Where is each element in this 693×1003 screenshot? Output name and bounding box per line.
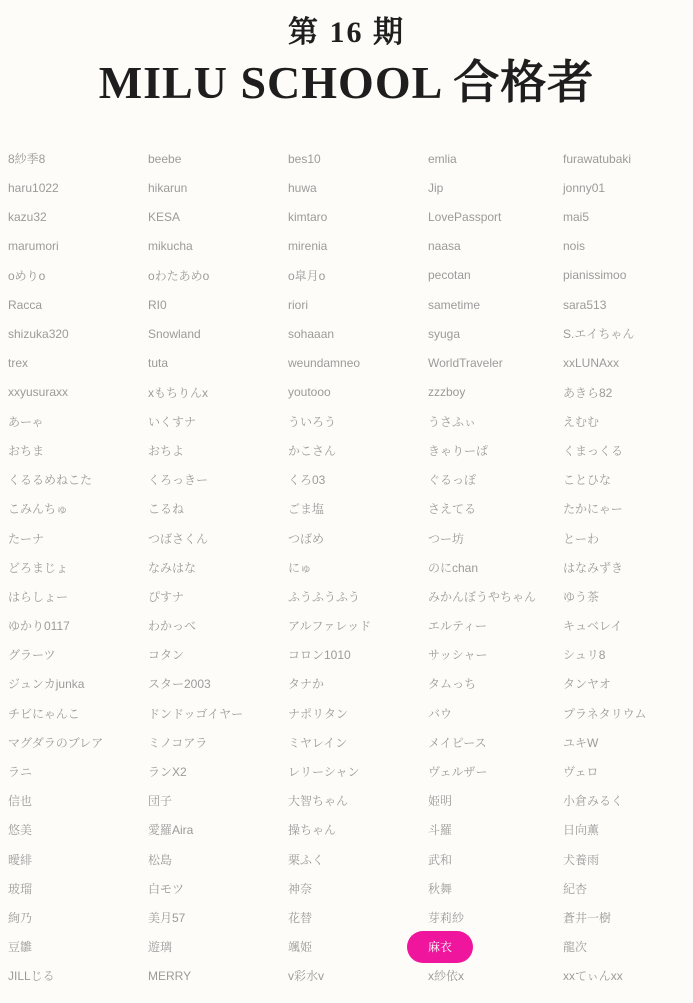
name-cell [8, 150, 148, 167]
name-cell [428, 181, 563, 195]
name-label: xxyusuraxx [8, 385, 69, 400]
name-cell [563, 471, 693, 488]
name-label: 団子 [148, 794, 173, 809]
name-cell [148, 500, 288, 517]
name-cell [288, 152, 428, 166]
name-cell [563, 588, 693, 605]
name-cell [288, 356, 428, 370]
name-cell [428, 734, 563, 751]
name-cell [8, 588, 148, 605]
name-label: tuta [148, 355, 169, 370]
name-cell [428, 385, 563, 399]
name-cell [148, 356, 288, 370]
name-cell [148, 210, 288, 224]
name-cell [563, 384, 693, 401]
name-cell [428, 851, 563, 868]
name-cell [288, 821, 428, 838]
name-cell [428, 675, 563, 692]
name-label: o皐月o [288, 268, 326, 283]
name-label: みかんぼうやちゃん [428, 589, 537, 604]
name-cell [8, 385, 148, 399]
name-cell [428, 413, 563, 430]
name-cell [148, 559, 288, 576]
name-cell [288, 880, 428, 897]
name-cell [428, 298, 563, 312]
name-label: シュリ8 [563, 648, 606, 663]
name-label: ミノコアラ [148, 735, 208, 750]
name-cell [8, 530, 148, 547]
name-cell [148, 705, 288, 722]
name-cell [148, 675, 288, 692]
name-label: タムっち [428, 677, 477, 692]
name-cell [8, 646, 148, 663]
name-cell [8, 239, 148, 253]
name-label: kimtaro [288, 209, 328, 224]
name-cell [288, 851, 428, 868]
name-label: beebe [148, 151, 182, 166]
name-cell [148, 442, 288, 459]
name-label: sara513 [563, 297, 607, 312]
name-cell [148, 880, 288, 897]
name-label: エルティー [428, 619, 488, 634]
name-cell [428, 500, 563, 517]
name-label: 颯姫 [288, 940, 313, 955]
name-label: かこさん [288, 443, 337, 458]
name-label: さえてる [428, 502, 477, 517]
name-cell [563, 298, 693, 312]
name-label: プラネタリウム [563, 706, 647, 721]
name-cell [563, 880, 693, 897]
name-cell [288, 210, 428, 224]
name-cell [8, 851, 148, 868]
name-label: 蒼井一樹 [563, 910, 612, 925]
name-label: riori [288, 297, 308, 312]
name-cell [563, 356, 693, 370]
name-label: ういろう [288, 414, 337, 429]
name-cell [288, 559, 428, 576]
name-cell [563, 559, 693, 576]
name-label: おちま [8, 443, 45, 458]
name-label: 日向薫 [563, 823, 600, 838]
name-label: ユキW [563, 735, 599, 750]
name-label: 栗ふく [288, 852, 325, 867]
name-label: くろっきー [148, 473, 209, 488]
name-cell [8, 734, 148, 751]
name-cell [428, 268, 563, 282]
name-label: emlia [428, 151, 457, 166]
name-cell [288, 500, 428, 517]
name-label: つばめ [288, 531, 325, 546]
name-cell [563, 268, 693, 282]
name-label: RI0 [148, 297, 167, 312]
name-label: うさふぃ [428, 414, 477, 429]
name-cell [563, 792, 693, 809]
name-cell [8, 675, 148, 692]
name-label: つばさくん [148, 531, 209, 546]
name-cell [8, 413, 148, 430]
name-cell [563, 152, 693, 166]
name-label: 絢乃 [8, 910, 33, 925]
name-label: haru1022 [8, 180, 59, 195]
name-cell [428, 442, 563, 459]
name-cell [148, 530, 288, 547]
name-cell [148, 152, 288, 166]
name-cell [148, 617, 288, 634]
name-label: こみんちゅ [8, 502, 69, 517]
name-label: weundamneo [288, 355, 361, 370]
name-cell [148, 413, 288, 430]
name-label: 操ちゃん [288, 823, 337, 838]
name-label: コロン1010 [288, 648, 351, 663]
name-cell [428, 792, 563, 809]
name-cell [288, 588, 428, 605]
name-label: なみはな [148, 560, 197, 575]
name-label: hikarun [148, 180, 188, 195]
name-label: ぐるっぽ [428, 473, 477, 488]
name-cell [8, 267, 148, 284]
name-label: 小倉みるく [563, 794, 624, 809]
name-label: 花替 [288, 910, 313, 925]
name-cell [148, 646, 288, 663]
name-label: くるるめねこた [8, 473, 93, 488]
name-label: きゃりーぱ [428, 443, 489, 458]
name-cell [563, 325, 693, 342]
name-label: キュベレイ [563, 619, 623, 634]
name-label: グラーツ [8, 648, 56, 663]
name-label: くろ03 [288, 473, 326, 488]
name-cell [148, 181, 288, 195]
name-cell [428, 646, 563, 663]
name-cell [563, 442, 693, 459]
name-label: 松島 [148, 852, 173, 867]
name-cell [288, 442, 428, 459]
name-cell [288, 385, 428, 399]
name-label: Racca [8, 297, 43, 312]
name-label: たかにゃー [563, 502, 623, 517]
name-cell [288, 327, 428, 341]
name-cell [148, 239, 288, 253]
name-cell [148, 851, 288, 868]
name-cell [428, 356, 563, 370]
name-cell [563, 500, 693, 517]
name-label: 姫明 [428, 794, 453, 809]
name-label: zzzboy [428, 385, 466, 400]
name-label: 曖緋 [8, 852, 33, 867]
name-label: とーわ [563, 531, 600, 546]
name-label: S.エイちゃん [563, 327, 635, 342]
name-cell [428, 588, 563, 605]
term-heading: 第 16 期 [288, 16, 405, 49]
name-cell [148, 267, 288, 284]
name-label: 龍次 [563, 940, 588, 955]
name-label: huwa [288, 180, 317, 195]
name-cell [288, 675, 428, 692]
name-cell [148, 938, 288, 955]
name-cell [428, 327, 563, 341]
name-cell [428, 239, 563, 253]
name-cell [148, 909, 288, 926]
name-cell [428, 152, 563, 166]
name-label: kazu32 [8, 209, 47, 224]
name-label: trex [8, 355, 29, 370]
name-label: つー坊 [428, 531, 465, 546]
name-cell [8, 356, 148, 370]
name-cell [148, 792, 288, 809]
name-label: sohaaan [288, 326, 335, 341]
name-label: JILLじる [8, 969, 55, 984]
name-label: はなみずき [563, 560, 624, 575]
name-cell [8, 617, 148, 634]
name-label: furawatubaki [563, 151, 632, 166]
name-label: WorldTraveler [428, 355, 503, 370]
name-label: タンヤオ [563, 677, 612, 692]
page-title: MILU SCHOOL 合格者 [98, 57, 595, 108]
name-cell [563, 705, 693, 722]
name-label: mai5 [563, 209, 590, 224]
name-label: ふうふうふう [288, 589, 361, 604]
name-cell [288, 530, 428, 547]
name-label: KESA [148, 209, 181, 224]
name-cell [8, 909, 148, 926]
name-label: 神奈 [288, 881, 313, 896]
name-label: 武和 [428, 852, 453, 867]
name-label: のにchan [428, 560, 479, 575]
name-cell [148, 588, 288, 605]
name-label: xxLUNAxx [563, 355, 620, 370]
name-cell [428, 617, 563, 634]
name-label: くまっくる [563, 443, 624, 458]
name-cell [288, 909, 428, 926]
name-cell [428, 763, 563, 780]
name-label: sametime [428, 297, 481, 312]
name-label: 斗羅 [428, 823, 453, 838]
name-cell [563, 530, 693, 547]
name-cell [428, 471, 563, 488]
name-label: マグダラのブレア [8, 735, 104, 750]
name-cell [8, 471, 148, 488]
name-label: わかっべ [148, 619, 197, 634]
name-label: 紀杏 [563, 881, 588, 896]
name-cell [148, 471, 288, 488]
name-cell [8, 210, 148, 224]
name-cell [148, 969, 288, 983]
name-label: marumori [8, 239, 59, 254]
name-cell [8, 705, 148, 722]
name-cell [428, 559, 563, 576]
name-label: naasa [428, 239, 461, 254]
name-label: 悠美 [8, 823, 33, 838]
name-label: ヴェロ [563, 765, 599, 780]
name-label: 玻瑠 [8, 881, 33, 896]
name-label: pecotan [428, 268, 471, 283]
name-cell [148, 327, 288, 341]
name-label: 芽莉紗 [428, 910, 465, 925]
name-label: コタン [148, 648, 185, 663]
name-cell [563, 909, 693, 926]
name-label: ジュンカjunka [8, 677, 85, 692]
name-cell [148, 734, 288, 751]
name-label: ミヤレイン [288, 735, 348, 750]
name-label: shizuka320 [8, 326, 69, 341]
name-label: 愛羅Aira [148, 823, 194, 838]
name-cell [288, 617, 428, 634]
name-label: 犬養雨 [563, 852, 600, 867]
name-label: はらしょー [8, 589, 69, 604]
name-label: mirenia [288, 239, 328, 254]
name-cell [288, 471, 428, 488]
name-label: 遊璃 [148, 940, 173, 955]
name-label: syuga [428, 326, 461, 341]
name-label: スター2003 [148, 677, 211, 692]
name-label: youtooo [288, 385, 331, 400]
name-label: xxてぃんxx [563, 969, 623, 984]
name-label: nois [563, 239, 586, 254]
name-cell [428, 880, 563, 897]
name-label: メイピース [428, 735, 487, 750]
name-cell [288, 967, 428, 984]
name-cell [8, 500, 148, 517]
name-cell [288, 413, 428, 430]
name-label: アルファレッド [288, 619, 372, 634]
name-cell [563, 967, 693, 984]
name-cell [8, 967, 148, 984]
name-label: v彩水v [288, 969, 325, 984]
name-label: ヴェルザー [428, 765, 488, 780]
name-label: 信也 [8, 794, 33, 809]
name-label: ごま塩 [288, 502, 325, 517]
name-cell [428, 931, 563, 963]
name-cell [428, 909, 563, 926]
name-label: バウ [428, 706, 453, 721]
name-label: ゆう茶 [563, 589, 600, 604]
name-label: ラニ [8, 765, 33, 780]
name-label: bes10 [288, 151, 321, 166]
name-label: ぴすナ [148, 589, 185, 604]
name-cell [288, 734, 428, 751]
name-cell [563, 617, 693, 634]
name-cell [563, 675, 693, 692]
name-label: oめりo [8, 268, 46, 283]
name-cell [288, 646, 428, 663]
name-cell [288, 267, 428, 284]
name-label: xもちりんx [148, 385, 209, 400]
name-label: Jip [428, 180, 444, 195]
name-cell [8, 181, 148, 195]
name-label: いくすナ [148, 414, 197, 429]
name-cell [288, 792, 428, 809]
name-cell [288, 239, 428, 253]
name-label: チビにゃんこ [8, 706, 80, 721]
name-label: あーゃ [8, 414, 44, 429]
name-label: レリーシャン [288, 765, 360, 780]
name-cell [563, 181, 693, 195]
name-cell [8, 938, 148, 955]
name-cell [563, 646, 693, 663]
name-cell [563, 734, 693, 751]
name-cell [148, 298, 288, 312]
name-cell [288, 763, 428, 780]
name-label: どろまじょ [8, 560, 69, 575]
name-cell [563, 851, 693, 868]
name-cell [288, 181, 428, 195]
name-label: にゅ [288, 560, 312, 575]
name-label: MERRY [148, 968, 192, 983]
name-label: ゆかり0117 [8, 619, 70, 634]
name-label: タナか [288, 677, 325, 692]
name-label: たーナ [8, 531, 45, 546]
name-label: ことひな [563, 473, 612, 488]
name-cell [563, 821, 693, 838]
name-label: LovePassport [428, 209, 502, 224]
name-label: x紗依x [428, 969, 465, 984]
name-cell [563, 413, 693, 430]
name-label: ナポリタン [288, 706, 349, 721]
name-label: Snowland [148, 326, 201, 341]
name-label: mikucha [148, 239, 193, 254]
name-cell [288, 298, 428, 312]
name-cell [428, 821, 563, 838]
name-cell [8, 442, 148, 459]
name-cell [148, 763, 288, 780]
name-label: pianissimoo [563, 268, 627, 283]
name-label: 大智ちゃん [288, 794, 349, 809]
name-cell [563, 763, 693, 780]
name-cell [563, 938, 693, 955]
name-grid [0, 144, 693, 990]
name-label: 秋舞 [428, 881, 453, 896]
name-label: 豆雛 [8, 940, 33, 955]
name-cell [8, 763, 148, 780]
name-cell [428, 210, 563, 224]
name-label: おちよ [148, 443, 185, 458]
name-cell [563, 210, 693, 224]
name-label: 美月57 [148, 910, 186, 925]
name-label: あきら82 [563, 385, 613, 400]
name-cell [8, 821, 148, 838]
name-cell [8, 880, 148, 897]
name-label: 白モツ [148, 881, 185, 896]
name-cell [428, 705, 563, 722]
name-cell [428, 530, 563, 547]
name-label: jonny01 [563, 180, 606, 195]
name-cell [148, 384, 288, 401]
name-label: こるね [148, 502, 185, 517]
name-label: 8紗季8 [8, 152, 46, 167]
name-cell [8, 327, 148, 341]
name-cell [148, 821, 288, 838]
name-cell [563, 239, 693, 253]
name-cell [8, 792, 148, 809]
name-label: oわたあめo [148, 268, 210, 283]
name-label: ランX2 [148, 765, 187, 780]
name-cell [8, 298, 148, 312]
name-label: サッシャー [428, 648, 488, 663]
name-cell [288, 705, 428, 722]
name-cell [8, 559, 148, 576]
name-label: えむむ [563, 414, 600, 429]
name-label: ドンドッゴイヤー [148, 706, 244, 721]
name-cell [428, 967, 563, 984]
highlighted-name[interactable]: 麻衣 [407, 931, 473, 963]
